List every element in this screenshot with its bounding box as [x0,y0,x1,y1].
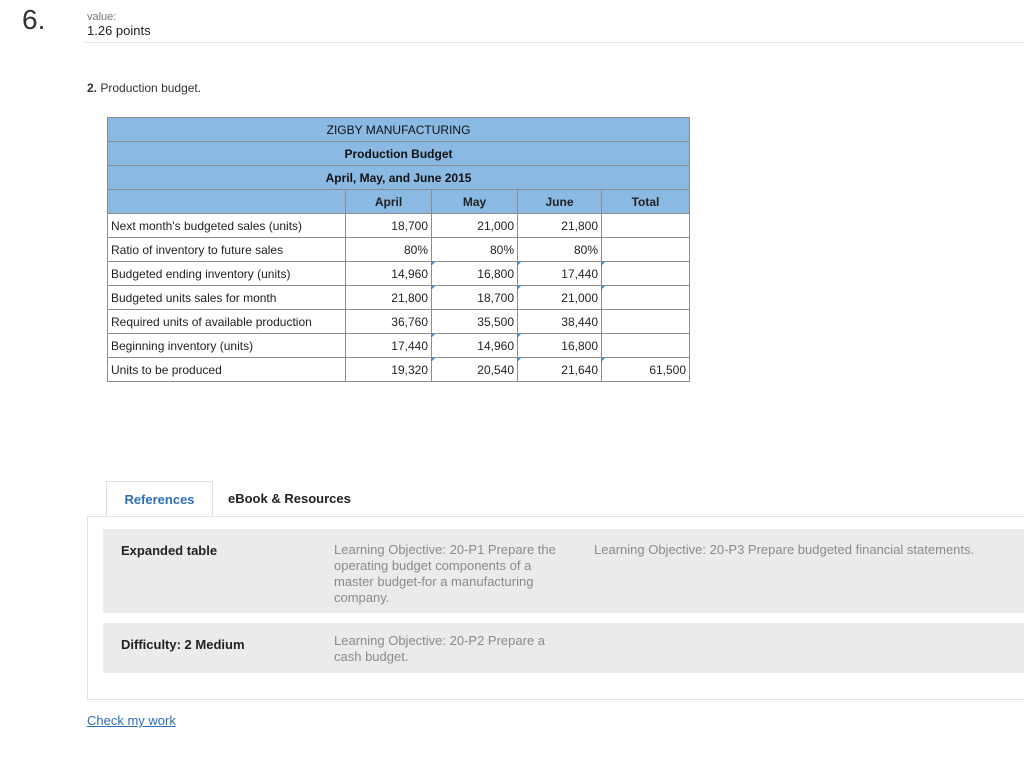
table-cell [602,310,690,334]
table-cell [602,286,690,310]
answer-input[interactable]: 14,960 [346,262,432,286]
reference-card [103,623,1024,673]
question-number: 6. [22,4,46,35]
table-row [108,310,690,334]
budget-period: April, May, and June 2015 [108,166,690,190]
table-cell: 80% [432,238,518,262]
table-cell: 36,760 [346,310,432,334]
table-cell [602,214,690,238]
answer-input[interactable]: 14,960 [432,334,518,358]
company-name: ZIGBY MANUFACTURING [108,118,690,142]
answer-input[interactable]: 20,540 [432,358,518,382]
table-cell: 35,500 [432,310,518,334]
row-label-dropdown[interactable]: Budgeted units sales for month [108,286,346,310]
answer-input[interactable]: 19,320 [346,358,432,382]
part-prompt [87,81,201,95]
table-cell: 21,000 [432,214,518,238]
table-cell: 18,700 [346,214,432,238]
answer-input[interactable]: 21,640 [518,358,602,382]
learning-objective-p1: Learning Objective: 20-P1 Prepare the operating budget components of a master budget-for a manufacturing company. [334,542,556,605]
learning-objective-p2: Learning Objective: 20-P2 Prepare a cash budget. [334,633,546,664]
table-cell: 21,800 [518,214,602,238]
row-label: Ratio of inventory to future sales [108,238,346,262]
table-cell [602,334,690,358]
row-label: Required units of available production [108,310,346,334]
table-cell: 16,800 [518,334,602,358]
table-cell: 80% [518,238,602,262]
answer-input[interactable]: 21,800 [346,286,432,310]
tab-references[interactable]: References [106,481,213,518]
column-header-may: May [432,190,518,214]
production-budget-table [107,117,690,382]
part-number: 2. [87,81,98,95]
part-text: Production budget. [100,81,202,95]
table-cell [602,262,690,286]
answer-input[interactable]: 21,000 [518,286,602,310]
row-label: Next month's budgeted sales (units) [108,214,346,238]
answer-input[interactable]: 17,440 [518,262,602,286]
column-header-total: Total [602,190,690,214]
answer-input[interactable]: 18,700 [432,286,518,310]
column-header-april: April [346,190,432,214]
table-cell: 61,500 [602,358,690,382]
table-row [108,358,690,382]
value-label: value: [87,11,117,23]
table-cell: 80% [346,238,432,262]
row-label-dropdown[interactable]: Beginning inventory (units) [108,334,346,358]
expanded-table-title: Expanded table [121,543,218,558]
budget-title: Production Budget [108,142,690,166]
tab-ebook-resources[interactable]: eBook & Resources [228,491,351,506]
row-label-dropdown[interactable]: Budgeted ending inventory (units) [108,262,346,286]
check-my-work-link[interactable]: Check my work [87,713,176,728]
answer-input[interactable]: 16,800 [432,262,518,286]
table-cell: 38,440 [518,310,602,334]
reference-card [103,529,1024,613]
table-cell [602,238,690,262]
references-panel [87,516,1024,700]
table-row [108,238,690,262]
table-row [108,214,690,238]
column-header-june: June [518,190,602,214]
question-points: 1.26 points [87,23,151,38]
table-row [108,262,690,286]
table-row [108,286,690,310]
learning-objective-p3: Learning Objective: 20-P3 Prepare budgeted financial statements. [594,542,975,557]
difficulty-label: Difficulty: 2 Medium [121,637,245,652]
table-row [108,334,690,358]
answer-input[interactable]: 17,440 [346,334,432,358]
column-header-blank [108,190,346,214]
divider [85,42,1024,43]
row-label: Units to be produced [108,358,346,382]
